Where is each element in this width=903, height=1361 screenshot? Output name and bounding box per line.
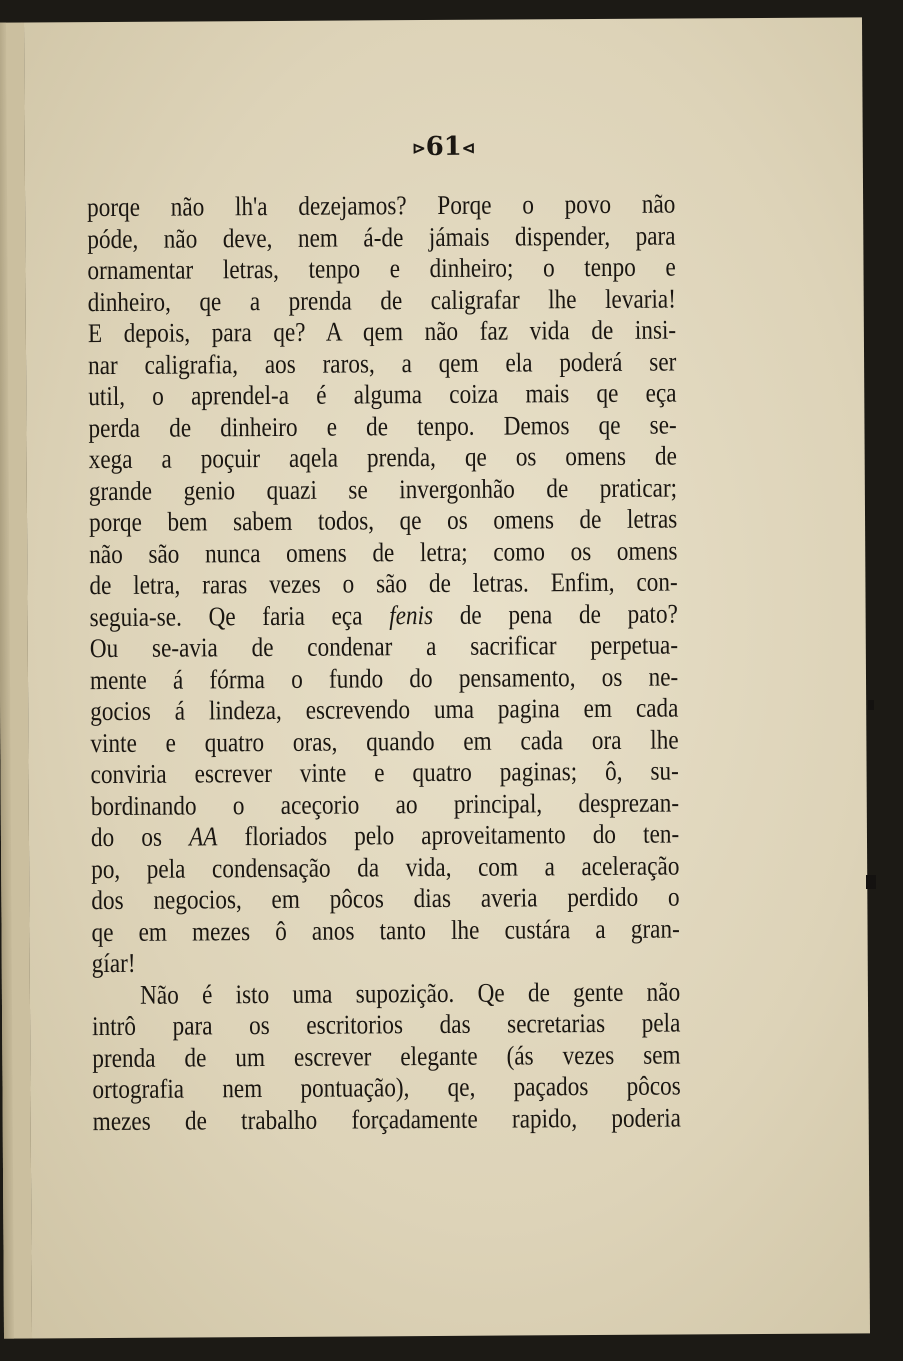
page-number: 61: [425, 131, 462, 163]
text-line: prenda de um escrever elegante (ás vezes sem: [92, 1038, 681, 1073]
text-line: nar caligrafia, aos raros, a qem ela poderá ser: [87, 346, 677, 380]
text-line: vinte e quatro oras, quando em cada ora lhe: [90, 724, 679, 758]
text-line: póde, não deve, nem á-de jámais dispender, para: [87, 220, 676, 254]
text-line: gíar!: [91, 947, 136, 979]
text-line-with-italic: [91, 818, 679, 853]
text-line: dos negocios, em pôcos dias averia perdido o: [91, 881, 680, 916]
edge-mark: [866, 875, 876, 889]
body-text: [87, 189, 681, 1138]
text-line: qe em mezes ô anos tanto lhe custára a gran-: [91, 912, 680, 947]
text-fragment: de pena de pato?: [459, 598, 678, 630]
text-line: ornamentar letras, tenpo e dinheiro; o tenpo e: [87, 251, 676, 286]
text-fragment: floriados pelo aproveitamento do ten-: [244, 818, 680, 852]
text-line: de letra, raras vezes o são de letras. Enfim, con-: [89, 566, 678, 601]
text-line: intrô para os escritorios das secretarias pela: [92, 1007, 681, 1042]
ornament-left: ⊳: [412, 138, 426, 158]
text-line: util, o aprendel-a é alguma coiza mais qe eça: [88, 377, 677, 412]
text-line-paragraph-start: Não é isto uma supozição. Qe de gente não: [139, 975, 681, 1010]
page-header: [25, 129, 863, 164]
text-line: porqe bem sabem todos, qe os omens de letras: [88, 503, 678, 538]
text-line: conviria escrever vinte e quatro paginas; ô, su-: [90, 755, 679, 790]
text-line: ortografia nem pontuação), qe, paçados pôcos: [92, 1070, 681, 1105]
book-page: [0, 17, 870, 1338]
italic-word: fenis: [389, 599, 434, 630]
text-line: perda de dinheiro e de tenpo. Demos qe se-: [88, 409, 677, 443]
text-line: xega a poçuir aqela prenda, qe os omens de: [88, 440, 677, 475]
text-line: E depois, para qe? A qem não faz vida de insi-: [87, 314, 677, 349]
ornament-right: ⊲: [461, 138, 476, 158]
text-line: mezes de trabalho forçadamente rapido, poderia: [92, 1101, 682, 1136]
text-line: gocios á lindeza, escrevendo uma pagina em cada: [90, 692, 679, 727]
text-line: bordinando o aceçorio ao principal, desprezan-: [90, 786, 680, 821]
text-line: grande genio quazi se invergonhão de praticar;: [88, 472, 678, 506]
text-line: mente á fórma o fundo do pensamento, os ne-: [89, 661, 679, 695]
text-line: po, pela condensação da vida, com a aceleração: [91, 849, 680, 884]
text-fragment: do os: [90, 821, 163, 853]
text-line: porqe não lh'a dezejamos? Porqe o povo não: [87, 188, 676, 223]
edge-mark: [868, 700, 874, 710]
text-line-with-italic: [90, 598, 678, 633]
italic-word: AA: [188, 821, 218, 852]
text-fragment: seguia-se. Qe faria eça: [89, 599, 363, 632]
text-line: dinheiro, qe a prenda de caligrafar lhe levaria!: [87, 283, 677, 317]
text-line: não são nunca omens de letra; como os omens: [89, 535, 678, 569]
text-line: Ou se-avia de condenar a sacrificar perpetua-: [89, 629, 679, 664]
